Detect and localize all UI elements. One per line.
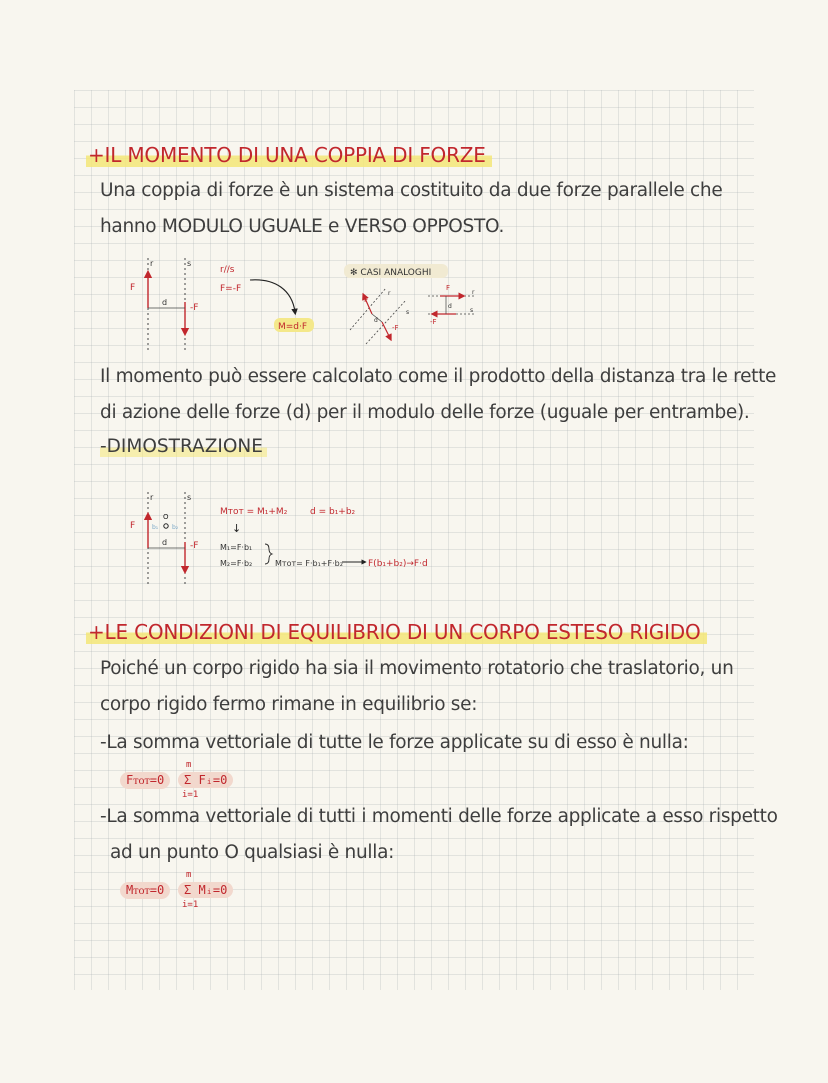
eq-chain: Mᴛᴏᴛ= F·b₁+F·b₂	[275, 559, 343, 568]
svg-text:↓: ↓	[232, 522, 242, 535]
svg-text:F: F	[446, 284, 451, 292]
formula1-bottom: i=1	[182, 790, 199, 800]
formula1-top: m	[186, 760, 192, 770]
svg-text:b₂: b₂	[172, 524, 179, 531]
intro-line-2: corpo rigido fermo rimane in equilibrio se:	[100, 694, 478, 715]
demonstration-diagram	[110, 486, 490, 592]
formula-moments	[120, 870, 280, 918]
label-d: d	[162, 298, 168, 307]
svg-text:d: d	[448, 303, 452, 310]
explanation-line-2: di azione delle forze (d) per il modulo delle forze (uguale per entrambe).	[100, 402, 750, 423]
definition-line-2: hanno MODULO UGUALE e VERSO OPPOSTO.	[100, 216, 505, 237]
condition-2-line-1: -La somma vettoriale di tutti i momenti delle forze applicate a esso rispetto	[100, 806, 778, 827]
eq-total: Mᴛᴏᴛ = M₁+M₂	[220, 507, 288, 517]
note-parallel: r//s	[220, 265, 235, 275]
label-r: r	[150, 259, 154, 268]
point-O	[164, 524, 168, 528]
definition-line-1: Una coppia di forze è un sistema costituito da due forze parallele che	[100, 180, 723, 201]
formula-forces	[120, 760, 280, 808]
svg-text:r: r	[150, 493, 154, 502]
condition-1: -La somma vettoriale di tutte le forze applicate su di esso è nulla:	[100, 732, 689, 753]
formula1-sum: Σ Fᵢ=0	[178, 772, 233, 788]
intro-line-1: Poiché un corpo rigido ha sia il movimento rotatorio che traslatorio, un	[100, 658, 734, 679]
formula2-left: Mᴛᴏᴛ=0	[120, 882, 170, 899]
explanation-line-1: Il momento può essere calcolato come il prodotto della distanza tra le rette	[100, 366, 777, 387]
svg-text:-F: -F	[430, 318, 437, 326]
couple-diagram	[110, 252, 510, 357]
svg-text:d: d	[162, 538, 168, 547]
formula2-sum: Σ Mᵢ=0	[178, 882, 233, 898]
eq-m2: M₂=F·b₂	[220, 559, 253, 568]
analog-title: ✻ CASI ANALOGHI	[350, 268, 432, 278]
svg-text:s: s	[406, 309, 410, 316]
condition-2-line-2: ad un punto O qualsiasi è nulla:	[110, 842, 395, 863]
svg-text:F: F	[130, 521, 136, 531]
svg-text:-F: -F	[392, 324, 399, 332]
eq-m1: M₁=F·b₁	[220, 543, 253, 552]
section2-heading: +LE CONDIZIONI DI EQUILIBRIO DI UN CORPO ESTESO RIGIDO	[86, 620, 707, 644]
svg-text:s: s	[470, 307, 474, 314]
demo-heading: -DIMOSTRAZIONE	[100, 436, 267, 457]
formula2-bottom: i=1	[182, 900, 199, 910]
label-s: s	[187, 259, 192, 268]
svg-text:r: r	[388, 290, 391, 297]
eq-result: F(b₁+b₂)→F·d	[368, 559, 428, 569]
svg-text:-F: -F	[190, 541, 199, 551]
svg-text:s: s	[187, 493, 192, 502]
svg-text:O: O	[163, 513, 169, 521]
svg-text:b₁: b₁	[152, 524, 159, 531]
note-moment: M=d·F	[278, 322, 308, 332]
svg-text:F: F	[364, 296, 369, 304]
note-force: F=-F	[220, 284, 242, 294]
eq-d: d = b₁+b₂	[310, 507, 356, 517]
formula2-top: m	[186, 870, 192, 880]
curved-arrow	[250, 280, 295, 312]
section1-heading: +IL MOMENTO DI UNA COPPIA DI FORZE	[86, 143, 492, 167]
label-F: F	[130, 283, 136, 293]
svg-text:r: r	[472, 289, 475, 296]
label-minusF: -F	[190, 303, 199, 313]
svg-text:d: d	[374, 317, 378, 324]
formula1-left: Fᴛᴏᴛ=0	[120, 772, 170, 789]
